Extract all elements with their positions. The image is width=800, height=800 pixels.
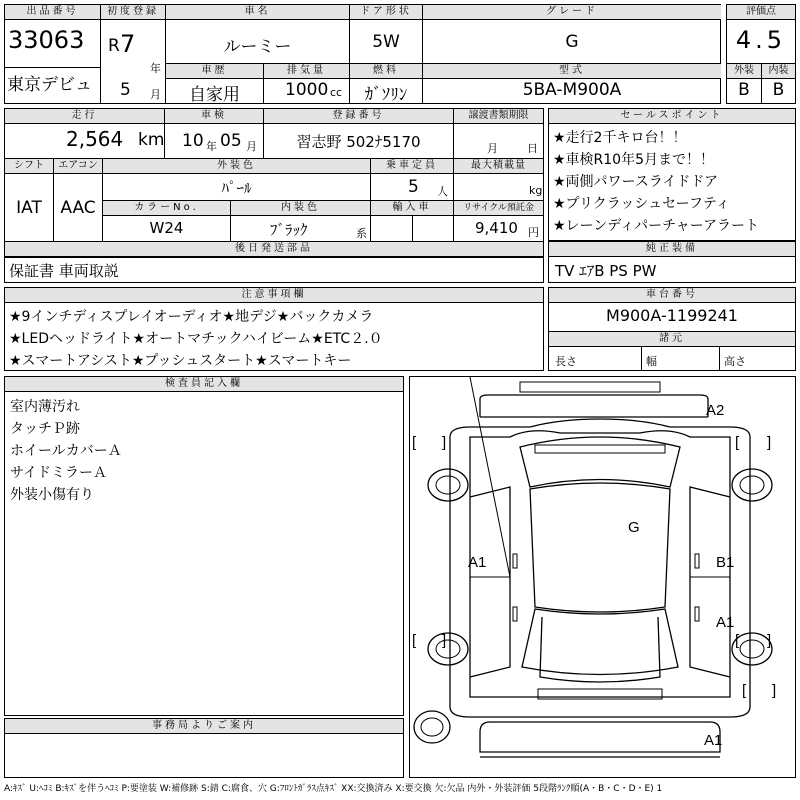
ext-color-label: 外装色	[103, 159, 370, 174]
spec-width: 幅	[646, 355, 657, 368]
grade: G	[565, 32, 579, 52]
first-reg-month-unit: 月	[150, 88, 161, 101]
chassis: M900A-1199241	[606, 306, 738, 325]
note-line: ★9インチディスプレイオーディオ★地デジ★バックカメラ	[9, 309, 374, 325]
max-load-label: 最大積載量	[454, 159, 543, 174]
transfer-label: 譲渡書類期限	[454, 109, 543, 124]
damage-mark: A1	[704, 732, 723, 749]
svg-text:[: [	[735, 434, 740, 451]
sales-point-item: ★車検R10年5月まで！！	[553, 152, 714, 168]
specs-label: 諸元	[549, 332, 795, 347]
notes-list	[9, 306, 539, 372]
inspection-year-unit: 年	[206, 140, 217, 153]
capacity: 5	[408, 177, 419, 197]
note-line: ★スマートアシスト★プッシュスタート★スマートキー	[9, 353, 352, 369]
capacity-label: 乗車定員	[371, 159, 453, 174]
car-name-label: 車名	[166, 5, 349, 20]
damage-diagram	[409, 376, 796, 778]
svg-text:]: ]	[767, 632, 772, 649]
office-label: 事務局よりご案内	[5, 719, 403, 734]
sales-point-item: ★レーンディパーチャーアラート	[553, 218, 760, 234]
sales-point-item: ★両側パワースライドドア	[553, 174, 719, 190]
damage-mark: B1	[716, 554, 735, 571]
model-label: 型式	[423, 64, 721, 79]
grade-label: グレード	[423, 5, 721, 20]
spec-height: 高さ	[724, 355, 746, 368]
max-load-unit: kg	[529, 184, 543, 197]
first-reg-month: 5	[120, 80, 131, 100]
spec-length: 長さ	[555, 355, 577, 368]
genuine: TV ｴｱB PS PW	[555, 262, 657, 280]
fuel-label: 燃料	[350, 64, 422, 79]
inspector-note-line: 外装小傷有り	[10, 487, 94, 503]
chassis-label: 車台番号	[549, 288, 795, 303]
transfer-month-unit: 月	[487, 142, 498, 155]
sales-point-item: ★プリクラッシュセーフティ	[553, 196, 730, 212]
svg-text:[: [	[412, 434, 417, 451]
recycle: 9,410	[475, 219, 518, 237]
color-no: W24	[149, 219, 184, 237]
svg-text:]: ]	[772, 682, 777, 699]
inspector-note-line: ホイールカバーＡ	[10, 443, 122, 459]
history: 自家用	[189, 85, 240, 105]
displacement-label: 排気量	[264, 64, 349, 79]
int-color: ﾌﾞﾗｯｸ	[270, 221, 308, 239]
damage-mark: A1	[716, 614, 735, 631]
history-label: 車歴	[166, 64, 263, 79]
inspection-month-unit: 月	[246, 140, 257, 153]
first-reg-year-unit: 年	[150, 62, 161, 75]
inspector-label: 検査員記入欄	[5, 377, 403, 392]
door-shape: 5W	[372, 32, 400, 52]
shift: IAT	[16, 198, 42, 218]
score-ext-label: 外装	[727, 64, 761, 79]
svg-text:[: [	[735, 632, 740, 649]
sales-points-list	[553, 127, 793, 237]
int-color-unit: 系	[356, 227, 367, 240]
transfer-day-unit: 日	[527, 142, 538, 155]
svg-text:]: ]	[767, 434, 772, 451]
first-reg-year: 7	[120, 30, 136, 58]
svg-text:]: ]	[442, 434, 447, 451]
inspector-note-line: 室内薄汚れ	[10, 399, 80, 415]
svg-text:]: ]	[442, 632, 447, 649]
car-name: ルーミー	[223, 37, 292, 57]
venue: 東京デビュ	[7, 75, 92, 95]
displacement: 1000	[285, 80, 329, 100]
notes-label: 注意事項欄	[5, 288, 543, 303]
inspection-month: 05	[220, 131, 242, 151]
damage-mark: A1	[468, 554, 487, 571]
color-no-label: カラーNo.	[103, 201, 230, 216]
score-value: 4.5	[735, 26, 787, 54]
inspection-year: 10	[182, 131, 204, 151]
lot-label: 出品番号	[5, 5, 100, 20]
model: 5BA-M900A	[522, 80, 622, 100]
inspector-notes	[10, 396, 400, 506]
mileage: 2,564	[66, 127, 124, 151]
later-items-box	[4, 241, 544, 283]
first-reg-label: 初度登録	[101, 5, 165, 20]
svg-text:[: [	[412, 632, 417, 649]
later-items: 保証書 車両取説	[9, 262, 119, 280]
score-int-label: 内装	[762, 64, 795, 79]
recycle-label: リサイクル預託金	[454, 201, 543, 216]
plate: 習志野 502ﾅ5170	[296, 133, 421, 151]
damage-mark: A2	[706, 402, 725, 419]
damage-mark: G	[628, 519, 640, 536]
sales-points-label: セールスポイント	[549, 109, 795, 124]
sales-point-item: ★走行2千キロ台！！	[553, 130, 687, 146]
legend: A:ｷｽﾞ U:ﾍｺﾐ B:ｷｽﾞを伴うﾍｺﾐ P:要塗装 W:補修跡 S:錆 C:腐食、穴 G:ﾌﾛﾝﾄｶﾞﾗｽ点ｷｽﾞ XX:交換済み X:要交換 欠:欠品 内外・外装評価 5段階ﾗﾝｸ順(A・B・C・D・E) 1	[4, 784, 663, 794]
inspector-note-line: タッチＰ跡	[10, 421, 80, 437]
note-line: ★LEDヘッドライト★オートマチックハイビーム★ETC２.０	[9, 331, 383, 347]
aircon-label: エアコン	[54, 159, 102, 174]
score-label: 評価点	[727, 5, 795, 20]
plate-label: 登録番号	[264, 109, 453, 124]
score-ext: B	[738, 80, 750, 100]
mileage-label: 走行	[5, 109, 164, 124]
genuine-label: 純正装備	[549, 242, 795, 257]
later-items-label: 後日発送部品	[5, 242, 543, 257]
aircon: AAC	[60, 198, 96, 218]
fuel: ｶﾞｿﾘﾝ	[364, 85, 408, 105]
score-int: B	[772, 80, 785, 100]
shift-label: シフト	[5, 159, 53, 174]
svg-text:[: [	[742, 682, 747, 699]
lot-number: 33063	[8, 26, 85, 54]
capacity-unit: 人	[437, 185, 448, 198]
ext-color: ﾊﾟｰﾙ	[221, 179, 252, 197]
recycle-unit: 円	[528, 226, 539, 239]
inspector-note-line: サイドミラーＡ	[10, 465, 108, 481]
import-label: 輸入車	[371, 201, 453, 216]
first-reg-era: R	[108, 36, 120, 56]
int-color-label: 内装色	[231, 201, 370, 216]
inspection-label: 車検	[165, 109, 263, 124]
displacement-unit: cc	[330, 86, 343, 99]
door-label: ドア形状	[350, 5, 422, 20]
mileage-unit: km	[138, 130, 165, 150]
